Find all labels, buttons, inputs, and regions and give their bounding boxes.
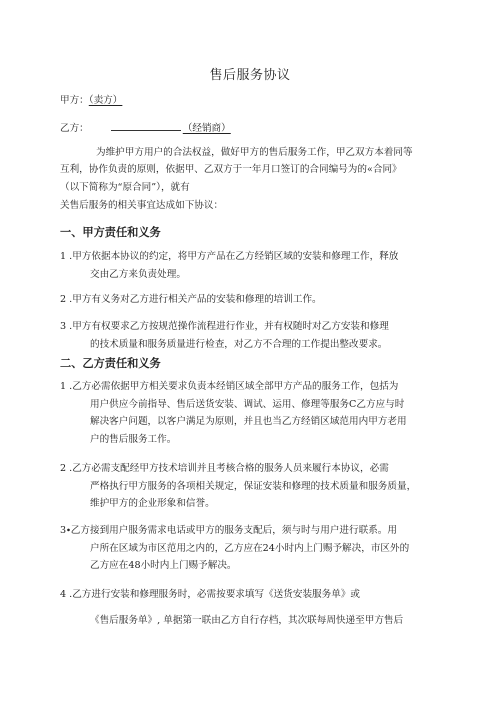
text-line: 2 .乙方必需支配经甲方技术培训并且考核合格的服务人员来履行本协议，必需	[60, 463, 389, 474]
intro-line-1: 为维护甲方用户的合法权益，做好甲方的售后服务工作，甲乙双方本着同等	[96, 147, 413, 158]
section-1-item-3	[60, 318, 460, 353]
text-line: 严格执行甲方服务的各项相关规定，保证安装和修理的技术质量和服务质量，	[90, 480, 417, 492]
text-line: 户所在区域为市区范用之内的，乙方应在24小时内上门赐予解决，市区外的	[90, 542, 410, 554]
text-line: 3∙乙方接到用户服务需求电话或甲方的服务支配后，须与时与用户进行联系。用	[60, 525, 397, 536]
text-line: 解决客户问题，以客户满足为原则，并且也当乙方经销区域范用内甲方老用	[90, 416, 407, 427]
section-2-heading: 二、乙方责任和义务	[60, 357, 161, 370]
section-1-item-2	[60, 291, 460, 309]
section-2-item-1	[60, 378, 460, 448]
text-line: 4 .乙方进行安装和修理服务时，必需按要求填写《送货安装服务单》或	[60, 589, 361, 600]
text-line: 维护甲方的企业形象和信誉。	[90, 498, 215, 509]
text-line: 的技术质量和服务质量进行检查，对乙方不合理的工作提出整改要求。	[90, 338, 388, 350]
intro-line-2: 互利，协作负责的原则，依据甲、乙双方于一年月口签订的合同编号为的«合同》	[60, 164, 402, 175]
party-b-label: 乙方：	[60, 123, 89, 134]
text-line: 《售后服务单》, 单据第一联由乙方自行存档，其次联每周快递至甲方售后	[90, 614, 404, 626]
text-line: 乙方应在48小时内上门赐予解决。	[90, 560, 237, 571]
text-line: 1 .乙方必需依据甲方相关要求负责本经销区域全部甲方产品的服务工作，包括为	[60, 381, 399, 392]
intro-line-3: （以下简称为“原合同”），就有	[60, 182, 190, 193]
text-line: 交由乙方来负责处理。	[90, 268, 186, 280]
section-2-item-3	[60, 522, 460, 575]
intro-line-4: 关售后服务的相关事宜达成如下协议：	[60, 200, 224, 211]
section-1-item-1	[60, 248, 460, 283]
text-line: 1 .甲方依据本协议的约定，将甲方产品在乙方经销区域的安装和修理工作，释放	[60, 251, 399, 262]
party-b-blank	[111, 121, 181, 131]
section-1-heading: 一、甲方责任和义务	[60, 226, 161, 239]
text-line: 户的售后服务工作。	[90, 433, 177, 445]
text-line: 3 .甲方有权要求乙方按规范操作流程进行作业，并有权随时对乙方安装和修理	[60, 321, 389, 332]
party-a-label: 甲方：	[60, 95, 89, 106]
text-line: 2 .甲方有义务对乙方进行相关产品的安装和修理的培训工作。	[60, 294, 322, 305]
party-a-value: （卖方）	[88, 95, 123, 106]
party-b-value: （经销商）	[182, 123, 231, 134]
party-a-line	[60, 94, 122, 108]
section-2-item-4	[60, 586, 460, 629]
page-title: 售后服务协议	[209, 68, 291, 83]
text-line: 用户供应今前指导、售后送货安装、调试、运用、修理等服务C乙方应与时	[90, 398, 405, 410]
section-2-item-2	[60, 460, 460, 513]
party-b-line	[60, 121, 231, 136]
